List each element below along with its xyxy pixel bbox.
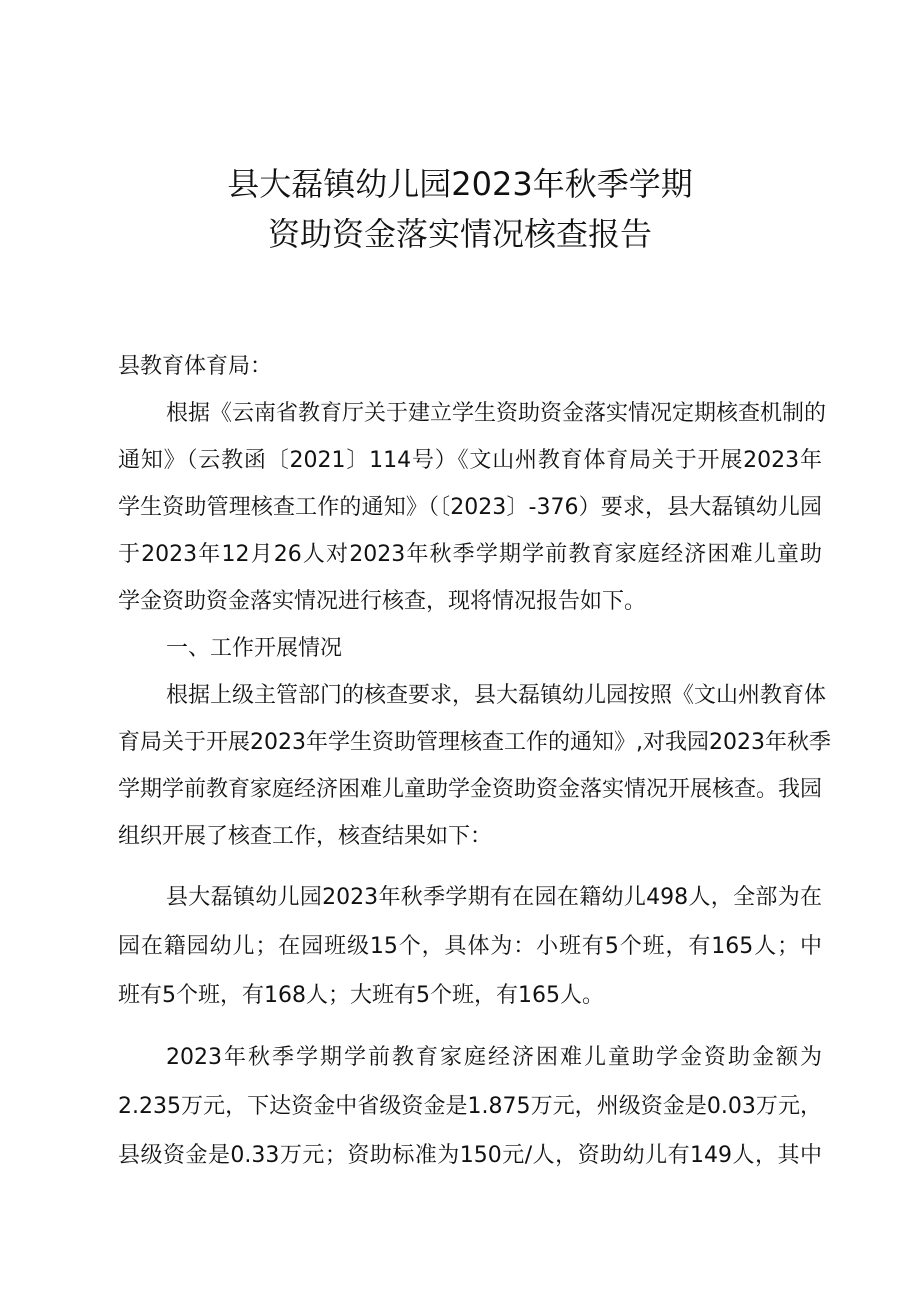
document-title-line-2: 资助资金落实情况核查报告: [267, 215, 652, 253]
paragraph-2-line-2: 育局关于开展2023年学生资助管理核查工作的通知》,对我园2023年秋季: [118, 730, 831, 755]
paragraph-1-line-4: 于2023年12月26人对2023年秋季学期学前教育家庭经济困难儿童助: [118, 542, 822, 567]
paragraph-3-line-3: 班有5个班，有168人；大班有5个班，有165人。: [118, 983, 604, 1008]
document-title-line-1: 县大磊镇幼儿园2023年秋季学期: [227, 165, 693, 203]
paragraph-2-line-3: 学期学前教育家庭经济困难儿童助学金资助资金落实情况开展核查。我园: [118, 777, 823, 802]
paragraph-1-line-1: 根据《云南省教育厅关于建立学生资助资金落实情况定期核查机制的: [166, 401, 827, 426]
paragraph-4-line-2: 2.235万元，下达资金中省级资金是1.875万元，州级资金是0.03万元，: [118, 1094, 822, 1119]
salutation: 县教育体育局：: [118, 354, 273, 379]
paragraph-2-line-1: 根据上级主管部门的核查要求，县大磊镇幼儿园按照《文山州教育体: [166, 683, 827, 708]
paragraph-1-line-5: 学金资助资金落实情况进行核查，现将情况报告如下。: [118, 589, 647, 614]
paragraph-4-line-3: 县级资金是0.33万元；资助标准为150元/人，资助幼儿有149人，其中: [118, 1143, 822, 1168]
paragraph-1-line-2: 通知》（云教函〔2021〕114号）《文山州教育体育局关于开展2023年: [118, 448, 822, 473]
paragraph-2-line-4: 组织开展了核查工作，核查结果如下：: [118, 824, 493, 849]
paragraph-1-line-3: 学生资助管理核查工作的通知》（〔2023〕-376）要求，县大磊镇幼儿园: [118, 495, 822, 520]
paragraph-4-line-1: 2023年秋季学期学前教育家庭经济困难儿童助学金资助金额为: [166, 1045, 822, 1070]
paragraph-3-line-2: 园在籍园幼儿；在园班级15个，具体为：小班有5个班，有165人；中: [118, 934, 822, 959]
section-heading-1: 一、工作开展情况: [166, 636, 343, 661]
paragraph-3-line-1: 县大磊镇幼儿园2023年秋季学期有在园在籍幼儿498人，全部为在: [166, 885, 822, 910]
